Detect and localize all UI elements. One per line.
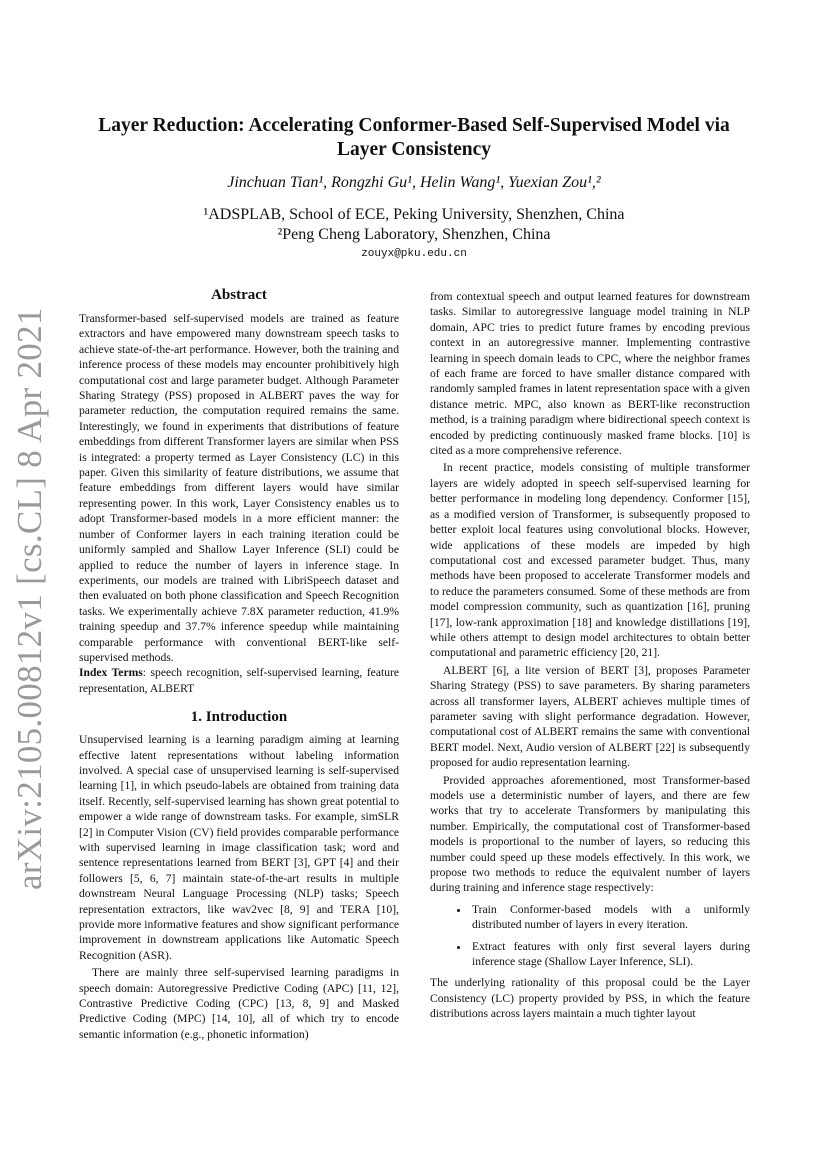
author-list: Jinchuan Tian¹, Rongzhi Gu¹, Helin Wang¹, Yuexian Zou¹,² <box>227 174 601 191</box>
title-line-2: Layer Consistency <box>336 139 491 160</box>
method-list-item: • Train Conformer-based models with a uniformly distributed number of layers in every iteration. <box>470 902 750 933</box>
left-column <box>79 286 399 1042</box>
author-email: zouyx@pku.edu.cn <box>361 248 467 260</box>
abstract-text: Transformer-based self-supervised models are trained as feature extractors and have empowered many downstream speech tasks to achieve state-of-the-art performance. However, both the training and inference process of these models may encounter prohibitively high computational cost and large parameter budget. Although Parameter Sharing Strategy (PSS) proposed in ALBERT paves the way for parameter reduction, the computation required remains the same. Interestingly, we found in experiments that distributions of feature embeddings from different Transformer layers are similar when PSS is integrated: a property termed as Layer Consistency (LC) in this paper. Given this similarity of feature distributions, we assume that feature embeddings from different layers would have similar representing power. In this work, Layer Consistency enables us to adopt Transformer-based models in a more efficient manner: the number of Conformer layers in each training iteration could be uniformly sampled and Shallow Layer Inference (SLI) could be applied to reduce the number of layers in inference stage. In experiments, our models are trained with LibriSpeech dataset and then evaluated on both phone classification and Speech Recognition tasks. We experimentally achieve 7.8X parameter reduction, 41.9% training speedup and 37.7% inference speedup while maintaining comparable performance with conventional BERT-like self-supervised methods. <box>79 312 399 664</box>
intro-paragraph-1: Unsupervised learning is a learning paradigm aiming at learning effective latent representations without labeling information involved. A special case of unsupervised learning is self-supervised learning [1], in which pseudo-labels are obtained from training data itself. Recently, self-supervised learning has shown great potential to empower a wide range of downstream tasks. For example, simSLR [2] in Computer Vision (CV) field provides comparable performance with supervised learning in image classification task; word and sentence representations learned from BERT [3], GPT [4] and their followers [5, 6, 7] maintain state-of-the-art results in multiple downstream Neural Language Processing (NLP) tasks; Speech representation extractors, like wav2vec [8, 9] and TERA [10], provide more informative features and show significant performance improvement in downstream applications like Automatic Speech Recognition (ASR). <box>79 733 399 962</box>
affiliation-2: ²Peng Cheng Laboratory, Shenzhen, China <box>277 226 551 243</box>
abstract-heading: Abstract <box>211 287 267 303</box>
intro-paragraph-6: Provided approaches aforementioned, most Transformer-based models use a deterministic number of layers, and there are few works that try to accelerate Transformers by manipulating this number. Empirically, the computational cost of Transformer-based models is proportional to the number of layers, so reducing this number could speed up these models effectively. In this work, we propose two methods to reduce the equivalent number of layers during training and inference stage respectively: <box>430 773 750 895</box>
introduction-heading: 1. Introduction <box>190 709 288 726</box>
affiliation-1: ¹ADSPLAB, School of ECE, Peking University, Shenzhen, China <box>203 206 625 223</box>
intro-paragraph-3: from contextual speech and output learned features for downstream tasks. Similar to autoregressive language model training in NLP domain, APC tries to predict future frames by encoding previous context in an autoregressive manner. Implementing contrastive learning in speech domain leads to CPC, where the neighbor frames of each frame are forced to have smaller distance compared with randomly sampled frames in latent representation space with a given distance metric. MPC, also known as BERT-like reconstruction method, is a training paradigm where bidirectional speech context is encoded by predicting continuously masked frame blocks. [10] is cited as a more comprehensive reference. <box>430 290 750 458</box>
method-list <box>430 902 750 970</box>
title-line-1: Layer Reduction: Accelerating Conformer-Based Self-Supervised Model via <box>98 115 730 136</box>
right-column <box>430 289 750 1022</box>
intro-paragraph-7: The underlying rationality of this proposal could be the Layer Consistency (LC) property provided by PSS, in which the feature distributions across layers maintain a much tighter layout <box>430 976 750 1021</box>
paper-title <box>80 114 748 162</box>
arxiv-identifier: arXiv:2105.00812v1 [cs.CL] 8 Apr 2021 <box>10 307 49 890</box>
method-list-item: • Extract features with only first several layers during inference stage (Shallow Layer Inference, SLI). <box>470 939 750 970</box>
intro-paragraph-2: There are mainly three self-supervised learning paradigms in speech domain: Autoregressive Predictive Coding (APC) [11, 12], Contrastive Predictive Coding (CPC) [13, 8, 9] and Masked Predictive Coding (MPC) [14, 10], all of which try to encode semantic information (e.g., phonetic information) <box>79 966 399 1041</box>
index-terms <box>79 665 399 696</box>
intro-paragraph-5: ALBERT [6], a lite version of BERT [3], proposes Parameter Sharing Strategy (PSS) to save parameters. By sharing parameters across all transformer layers, ALBERT achieves multiple times of parameter saving with slight performance degradation. However, computational cost of ALBERT remains the same with conventional BERT model. Next, Audio version of ALBERT [22] is subsequently proposed for audio representation learning. <box>430 663 750 770</box>
index-terms-text: : speech recognition, self-supervised learning, feature representation, ALBERT <box>79 666 400 695</box>
index-terms-label: Index Terms <box>79 666 143 680</box>
affiliations <box>80 205 748 245</box>
intro-paragraph-4: In recent practice, models consisting of multiple transformer layers are widely adopted in speech self-supervised learning for better performance in modeling long dependency. Conformer [15], as a modified version of Transformer, is subsequently proposed to better exploit local features using convolutional blocks. However, wide applications of these models are impeded by high computational cost and excessed parameter budget. Thus, many methods have been proposed to accelerate Transformer models and to reduce the parameters consumed. Some of these methods are from model compression community, such as quantization [16], pruning [17], low-rank approximation [18] and knowledge distillations [19], while others attempt to design model architectures to obtain better computational and parametric efficiency [20, 21]. <box>430 461 750 660</box>
